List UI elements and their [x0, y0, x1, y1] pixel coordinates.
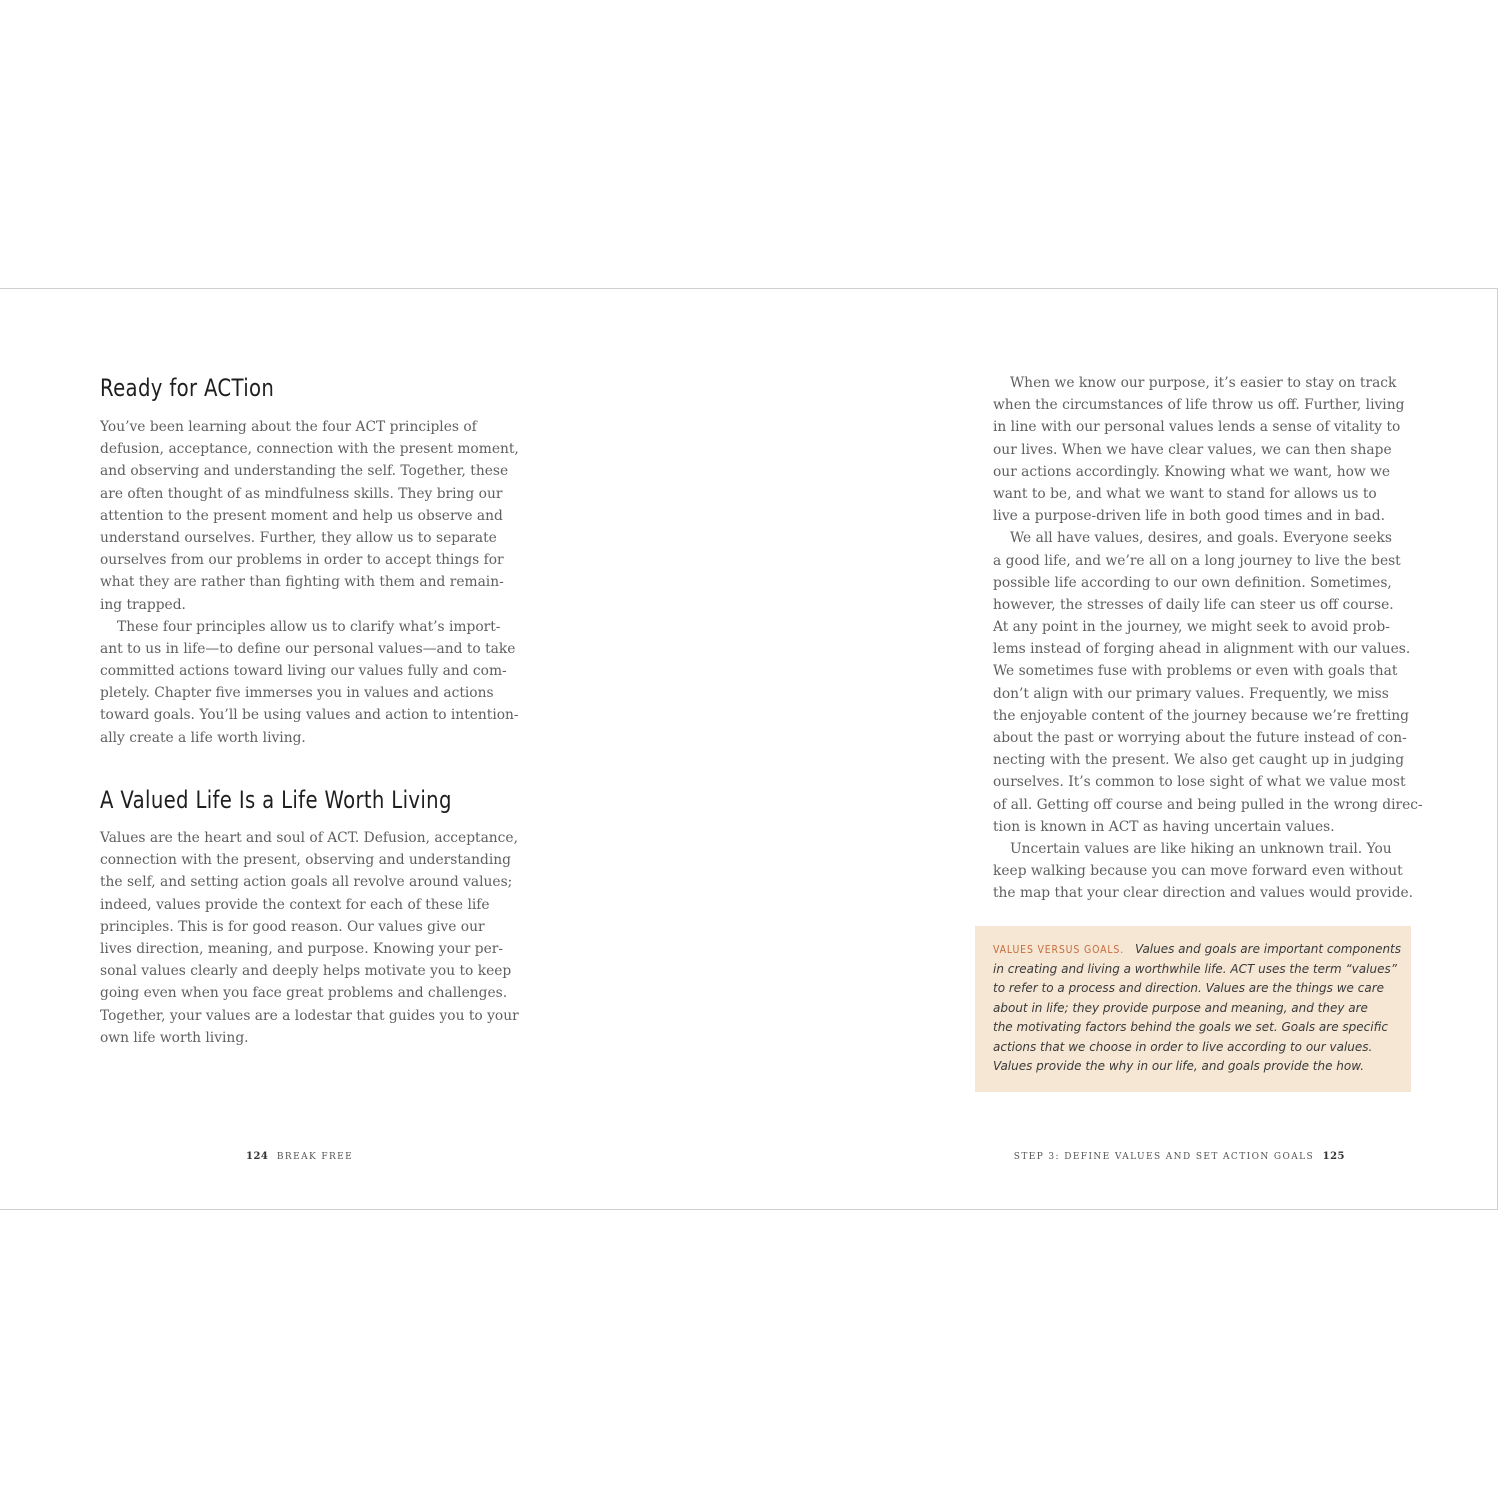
right-page	[749, 289, 1498, 1209]
body-line: indeed, values provide the context for each of these life	[100, 896, 490, 913]
book-spread	[0, 288, 1498, 1210]
body-line: understand ourselves. Further, they allow us to separate	[100, 529, 497, 546]
body-line: ing trapped.	[100, 596, 186, 613]
sidebar-line: the motivating factors behind the goals we set. Goals are specific	[993, 1020, 1388, 1034]
body-line: Together, your values are a lodestar that guides you to your	[100, 1007, 519, 1024]
body-line: lems instead of forging ahead in alignment with our values.	[993, 641, 1411, 658]
body-line: ourselves. It’s common to lose sight of what we value most	[993, 774, 1406, 791]
heading-ready-for-action: Ready for ACTion	[100, 374, 275, 402]
body-line: live a purpose-driven life in both good times and in bad.	[993, 508, 1385, 525]
body-line: about the past or worrying about the future instead of con-	[993, 730, 1407, 746]
body-line: and observing and understanding the self. Together, these	[100, 463, 509, 480]
page-number: 124	[246, 1151, 269, 1162]
sidebar-line: in creating and living a worthwhile life. ACT uses the term “values”	[993, 961, 1397, 976]
body-line: Uncertain values are like hiking an unknown trail. You	[1010, 840, 1392, 857]
body-line: connection with the present, observing and understanding	[100, 852, 511, 869]
body-line: tion is known in ACT as having uncertain values.	[993, 818, 1335, 835]
sidebar-first-line: Values and goals are important components	[1135, 942, 1402, 956]
right-body-block	[993, 372, 1423, 905]
sidebar-line: to refer to a process and direction. Values are the things we care	[993, 981, 1385, 995]
body-line: pletely. Chapter five immerses you in values and actions	[100, 685, 494, 702]
body-line: attention to the present moment and help us observe and	[100, 507, 503, 524]
body-line: want to be, and what we want to stand for allows us to	[993, 485, 1377, 502]
body-line: the enjoyable content of the journey because we’re fretting	[993, 707, 1410, 724]
sidebar-heading: VALUES VERSUS GOALS.	[993, 943, 1125, 956]
body-line: toward goals. You’ll be using values and action to intention-	[100, 707, 519, 724]
running-title: BREAK FREE	[276, 1152, 354, 1162]
body-line: ant to us in life—to define our personal values—and to take	[100, 640, 516, 657]
body-line: don’t align with our primary values. Frequently, we miss	[993, 685, 1389, 702]
body-line: necting with the present. We also get caught up in judging	[993, 752, 1405, 769]
left-body-block-1	[100, 416, 519, 749]
body-line: You’ve been learning about the four ACT principles of	[100, 419, 477, 435]
left-body-block-2	[100, 827, 519, 1049]
sidebar-line	[993, 940, 1402, 960]
body-line: in line with our personal values lends a sense of vitality to	[993, 419, 1401, 436]
left-folio	[246, 1151, 353, 1162]
body-line: ally create a life worth living.	[100, 729, 306, 746]
left-page	[0, 289, 749, 1209]
body-line: our actions accordingly. Knowing what we want, how we	[993, 463, 1391, 480]
body-line: We sometimes fuse with problems or even with goals that	[993, 663, 1398, 680]
page-number: 125	[1322, 1151, 1345, 1162]
body-line: ourselves from our problems in order to accept things for	[100, 552, 504, 569]
body-line: however, the stresses of daily life can steer us off course.	[993, 596, 1394, 613]
body-line: are often thought of as mindfulness skills. They bring our	[100, 485, 503, 502]
right-folio	[1014, 1151, 1345, 1162]
body-line: Values are the heart and soul of ACT. Defusion, acceptance,	[100, 830, 518, 846]
running-title: STEP 3: DEFINE VALUES AND SET ACTION GOALS	[1013, 1152, 1315, 1162]
body-line: the map that your clear direction and values would provide.	[993, 885, 1414, 902]
body-line: possible life according to our own definition. Sometimes,	[993, 574, 1392, 591]
heading-valued-life: A Valued Life Is a Life Worth Living	[100, 786, 452, 814]
values-versus-goals-sidebar	[975, 926, 1411, 1092]
body-line: lives direction, meaning, and purpose. Knowing your per-	[100, 940, 504, 957]
body-line: defusion, acceptance, connection with the present moment,	[100, 441, 519, 458]
body-line: sonal values clearly and deeply helps motivate you to keep	[100, 963, 512, 980]
body-line: our lives. When we have clear values, we can then shape	[993, 441, 1392, 458]
body-line: committed actions toward living our values fully and com-	[100, 663, 507, 680]
body-line: when the circumstances of life throw us off. Further, living	[993, 397, 1405, 414]
sidebar-line: actions that we choose in order to live according to our values.	[993, 1039, 1373, 1054]
body-line: keep walking because you can move forward even without	[993, 863, 1403, 880]
body-line: At any point in the journey, we might seek to avoid prob-	[993, 619, 1390, 636]
body-line: These four principles allow us to clarify what’s import-	[117, 618, 501, 635]
body-line: own life worth living.	[100, 1029, 249, 1046]
body-line: the self, and setting action goals all revolve around values;	[100, 874, 513, 891]
body-line: going even when you face great problems and challenges.	[100, 985, 508, 1002]
sidebar-line: Values provide the why in our life, and goals provide the how.	[993, 1059, 1365, 1073]
body-line: of all. Getting off course and being pulled in the wrong direc-	[993, 796, 1423, 813]
body-line: a good life, and we’re all on a long journey to live the best	[993, 552, 1401, 569]
sidebar-line: about in life; they provide purpose and meaning, and they are	[993, 1000, 1368, 1015]
body-line: When we know our purpose, it’s easier to stay on track	[1010, 375, 1397, 391]
body-line: We all have values, desires, and goals. Everyone seeks	[1010, 530, 1392, 547]
body-line: what they are rather than fighting with them and remain-	[100, 574, 504, 591]
body-line: principles. This is for good reason. Our values give our	[100, 918, 485, 935]
